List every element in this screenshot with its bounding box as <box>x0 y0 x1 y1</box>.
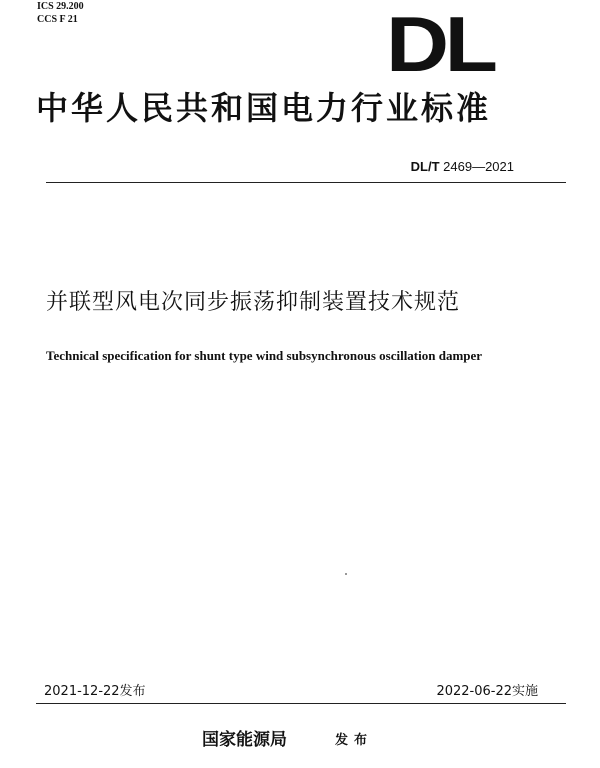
ics-code: ICS 29.200 <box>37 1 84 12</box>
implementation-date: 2022-06-22实施 <box>436 684 538 699</box>
bottom-divider <box>36 703 566 704</box>
classification-codes <box>37 0 84 26</box>
top-divider <box>46 182 566 183</box>
publish-label: 发布 <box>335 733 374 748</box>
standard-number <box>411 159 514 175</box>
dl-logo: DL <box>386 0 494 88</box>
standard-code: 2469—2021 <box>443 159 514 174</box>
issue-date: 2021-12-22发布 <box>44 684 146 699</box>
ccs-code: CCS F 21 <box>37 14 78 25</box>
standard-prefix: DL/T <box>410 159 440 174</box>
organization-title: 中华人民共和国电力行业标准 <box>36 89 492 127</box>
publisher-name: 国家能源局 <box>202 730 287 750</box>
scan-speck <box>345 573 347 575</box>
document-title-english: Technical specification for shunt type wind subsynchronous oscillation damper <box>46 348 483 363</box>
document-title-chinese: 并联型风电次同步振荡抑制装置技术规范 <box>46 290 461 315</box>
